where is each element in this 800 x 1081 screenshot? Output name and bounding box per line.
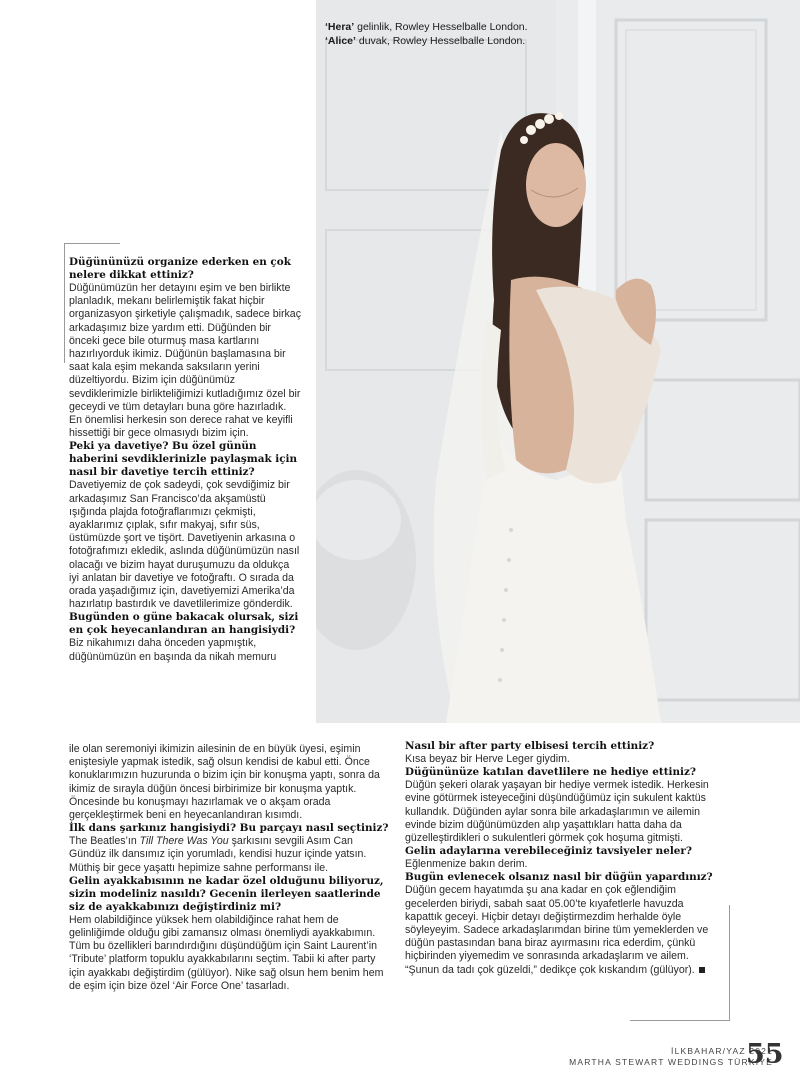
answer-exciting-moment-start: Biz nikahımızı daha önceden yapmıştık, düğünümüzün en başında da nikah memuru [69, 637, 277, 663]
end-mark-icon [699, 967, 705, 973]
page-number: 55 [746, 1039, 784, 1070]
footer-season: İLKBAHAR/YAZ 2021 [671, 1046, 773, 1056]
question-first-dance: İlk dans şarkınız hangisiydi? Bu parçayı nasıl seçtiniz? [69, 822, 389, 835]
answer-advice: Eğlenmenize bakın derim. [405, 858, 528, 871]
question-today-wedding: Bugün evlenecek olsanız nasıl bir düğün yapardınız? [405, 871, 713, 884]
song-text-before: The Beatles’ın [69, 835, 140, 848]
left-vertical-rule [64, 243, 65, 363]
answer-shoes: Hem olabildiğince yüksek hem olabildiğince rahat hem de gelinliğimde olduğu gibi zamansız olması önemliydi ayakkabımın. Tüm bu özellikleri barındırdığını düşündüğüm için Saint Laurent’in ‘Tribute’ platform topuklu ayakkabılarını seçtim. Tabii ki after party için ayakkabı değiştirdim (gülüyor). Nike sağ olsun hem benim hem de eşim için bize özel ‘Air Force One’ tasarladı. [69, 913, 384, 992]
answer-gifts: Düğün şekeri olarak yaşayan bir hediye vermek istedik. Herkesin evine götürmek isteyeceğini düşündüğümüz için sukulent kaktüs kullandık. Düğünden aylar sonra bile arkadaşlarımın ve ailemin evinde bizim düğünümüzden alıp yaşattıkları hatta daha da güzelleştirdikleri o sukulentleri görmek çok hoşuma gitmişti. [405, 779, 709, 845]
top-left-rule [64, 243, 120, 244]
page-footer [540, 1046, 773, 1068]
song-title: Till There Was You [139, 835, 229, 848]
question-invitation: Peki ya davetiye? Bu özel günün haberini sevdiklerinizle paylaşmak için nasıl bir davetiye tercih ettiniz? [69, 440, 298, 479]
credit-dress-name: ‘Hera’ [325, 21, 355, 33]
question-exciting-moment: Bugünden o güne bakacak olursak, sizi en çok heyecanlandıran an hangisiydi? [69, 611, 299, 637]
question-advice: Gelin adaylarına verebileceğiniz tavsiyeler neler? [405, 845, 692, 858]
question-after-party: Nasıl bir after party elbisesi tercih ettiniz? [405, 740, 655, 752]
photo-credit [325, 20, 528, 48]
song-text-after: şarkısını sevgili Asım Can Gündüz ilk dansımız için yorumladı, kendisi huzur içinde yatsın. Müthiş bir gece yaşattı hepimize sahne performansı ile. [69, 835, 367, 874]
answer-exciting-moment-end: ile olan seremoniyi ikimizin ailesinin de en büyük üyesi, eşimin eniştesiyle yapmak istedik, sağ olsun kendisi de kabul etti. Önce konuklarımızın huzurunda o bizim için bir konuşma yaptı, sonra da ikimiz de sırayla düğün öncesi birbirimize bir konuşma yaptık. Öncesinde bu konuşmayı hazırlamak ve o akşam orada gerçekleştirmek beni en heyecanlandıran kısımdı. [69, 743, 380, 822]
left-column [69, 256, 301, 664]
question-gifts: Düğününüze katılan davetlilere ne hediye ettiniz? [405, 766, 696, 779]
answer-invitation: Davetiyemiz de çok sadeydi, çok sevdiğimiz bir arkadaşımız San Francisco’da akşamüstü ışığında plajda fotoğraflarımızı çekmişti, ayaklarımız çıplak, sıfır makyaj, sıfır süs, üstümüzde şort ve tişört. Davetiyenin arkasına o fotoğrafımızı ekledik, aslında düğünümüzün nasıl olacağı ve bizim hayat duruşumuzu da oldukça iyi anlatan bir davetiye ve fotoğraftı. O sırada da orada yaşadığımız için, davetiyemizi Amerika’da hazırlatıp bastırdık ve davetlilerimize gönderdik. [69, 479, 300, 611]
right-column [405, 740, 723, 977]
bottom-right-rule [630, 1020, 730, 1021]
answer-after-party: Kısa beyaz bir Herve Leger giydim. [405, 753, 570, 765]
credit-veil-name: ‘Alice’ [325, 35, 356, 47]
answer-first-dance [69, 835, 391, 875]
answer-today-wedding [405, 884, 723, 976]
question-shoes: Gelin ayakkabısının ne kadar özel olduğunu biliyoruz, sizin modeliniz nasıldı? Gecenin ilerleyen saatlerinde siz de ayakkabınızı değiştirdiniz mi? [69, 874, 384, 913]
right-vertical-rule [729, 905, 730, 1020]
left-column-continued [69, 743, 391, 993]
credit-dress-text: gelinlik, Rowley Hesselballe London. [354, 21, 528, 33]
bride-illustration [316, 0, 800, 723]
answer-today-wedding-text: Düğün gecem hayatımda şu ana kadar en çok eğlendiğim gecelerden biriydi, sabah saat 05.00’te kıyafetlerle havuzda kapattık geceyi. Hiçbir detayı değiştirmezdim herhalde öyle söyleyeyim. Sadece arkadaşlarımdan birine tüm yemeklerden ve düğün pastasından bana biraz ayırmasını rica ederdim, çünkü hiçbirinden yiyemedim ve sonrasında arkadaşlarım ve ailem. “Şunun da tadı çok güzeldi,” dedikçe çok kıskandım (gülüyor). [405, 884, 709, 976]
footer-magazine: MARTHA STEWART WEDDINGS TÜRKIYE [569, 1057, 773, 1067]
answer-organize: Düğünümüzün her detayını eşim ve ben birlikte planladık, mekanı belirlemiştik fakat hiçbir organizasyon şirketiyle çalışmadık, sadece birkaç arkadaşımız bize yardım etti. Düğünden bir önceki gece bile oturmuş masa kartlarını hazırlıyorduk ikimiz. Düğünün başlamasına bir saat kala eşim mekanda saksıların yerini düzeltiyordu. Bizim için düğünümüz sevdiklerimizle birlikteliğimizi kutladığımız özel bir geceydi ve tüm detayları buna göre hazırladık. En önemlisi herkesin son derece rahat ve keyifli hissettiği bir gece olmasıydı bizim için. [69, 282, 301, 440]
question-organize: Düğününüzü organize ederken en çok nelere dikkat ettiniz? [69, 256, 291, 281]
credit-veil-text: duvak, Rowley Hesselballe London. [355, 35, 526, 47]
bride-photo [316, 0, 800, 723]
